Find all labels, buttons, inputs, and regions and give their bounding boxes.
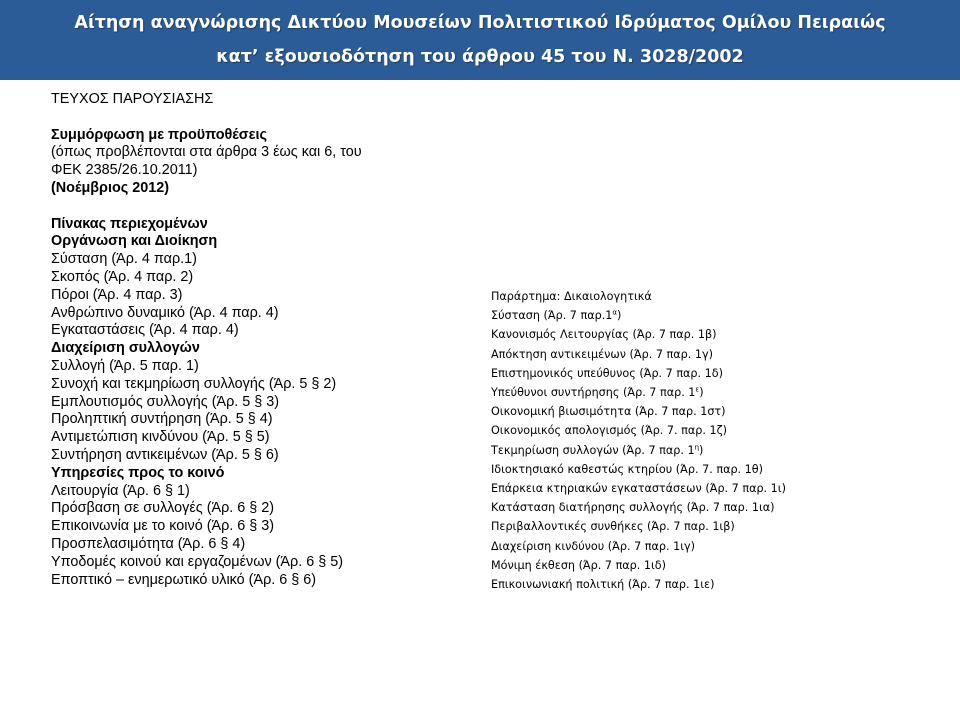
appendix-item: Κατάσταση διατήρησης συλλογής (Άρ. 7 παρ. 1ια) bbox=[491, 501, 775, 515]
appendix-item: Απόκτηση αντικειμένων (Άρ. 7 παρ. 1γ) bbox=[491, 347, 713, 361]
appendix-item: Οικονομικός απολογισμός (Άρ. 7. παρ. 1ζ) bbox=[491, 424, 728, 438]
section-title: Διαχείριση συλλογών bbox=[51, 340, 200, 357]
toc-item: Συντήρηση αντικειμένων (Άρ. 5 § 6) bbox=[51, 446, 279, 463]
appendix-list bbox=[491, 287, 941, 594]
toc-item: Πρόσβαση σε συλλογές (Άρ. 6 § 2) bbox=[51, 500, 275, 517]
title-line-2: κατ’ εξουσιοδότηση του άρθρου 45 του Ν. 3028/2002 bbox=[216, 47, 744, 67]
toc-item: Επικοινωνία με το κοινό (Άρ. 6 § 3) bbox=[51, 518, 275, 535]
toc-item: Συνοχή και τεκμηρίωση συλλογής (Άρ. 5 § 2) bbox=[51, 375, 337, 392]
toc-item: Συλλογή (Άρ. 5 παρ. 1) bbox=[51, 357, 199, 374]
toc-item: Εγκαταστάσεις (Άρ. 4 παρ. 4) bbox=[51, 322, 239, 339]
toc-item: Υποδομές κοινού και εργαζομένων (Άρ. 6 § 5) bbox=[51, 553, 344, 570]
appendix-item: Επάρκεια κτηριακών εγκαταστάσεων (Άρ. 7 παρ. 1ι) bbox=[491, 482, 786, 496]
appendix-item: Επιστημονικός υπεύθυνος (Άρ. 7 παρ. 1δ) bbox=[491, 366, 723, 380]
appendix-item: Ιδιοκτησιακό καθεστώς κτηρίου (Άρ. 7. παρ. 1θ) bbox=[491, 462, 764, 476]
spacer bbox=[51, 198, 451, 216]
appendix-item: Μόνιμη έκθεση (Άρ. 7 παρ. 1ιδ) bbox=[491, 558, 667, 572]
compliance-date: (Νοέμβριος 2012) bbox=[51, 179, 170, 196]
appendix-item: Διαχείριση κινδύνου (Άρ. 7 παρ. 1ιγ) bbox=[491, 539, 696, 553]
appendix-title: Παράρτημα: Δικαιολογητικά bbox=[491, 290, 652, 303]
toc-item: Προληπτική συντήρηση (Άρ. 5 § 4) bbox=[51, 411, 273, 428]
toc-item: Λειτουργία (Άρ. 6 § 1) bbox=[51, 482, 190, 499]
toc-item: Αντιμετώπιση κινδύνου (Άρ. 5 § 5) bbox=[51, 429, 270, 446]
title-line-1: Αίτηση αναγνώρισης Δικτύου Μουσείων Πολιτιστικού Ιδρύματος Ομίλου Πειραιώς bbox=[74, 13, 886, 33]
toc-item: Σύσταση (Άρ. 4 παρ.1) bbox=[51, 251, 197, 268]
toc-item: Ανθρώπινο δυναμικό (Άρ. 4 παρ. 4) bbox=[51, 304, 279, 321]
toc-item: Εμπλουτισμός συλλογής (Άρ. 5 § 3) bbox=[51, 393, 280, 410]
compliance-line-1: (όπως προβλέπονται στα άρθρα 3 έως και 6, του bbox=[51, 144, 362, 161]
toc-item: Προσπελασιμότητα (Άρ. 6 § 4) bbox=[51, 535, 246, 552]
appendix-item: Οικονομική βιωσιμότητα (Άρ. 7 παρ. 1στ) bbox=[491, 405, 726, 419]
toc-item: Εποπτικό – ενημερωτικό υλικό (Άρ. 6 § 6) bbox=[51, 571, 317, 588]
appendix-item: Υπεύθυνοι συντήρησης (Άρ. 7 παρ. $1^\varepsilon$) bbox=[491, 385, 704, 400]
section-title: Οργάνωση και Διοίκηση bbox=[51, 233, 218, 250]
appendix-item: Σύσταση (Άρ. 7 $\pi\alpha\rho.1^\alpha$) bbox=[491, 308, 622, 323]
compliance-title: Συμμόρφωση με προϋποθέσεις bbox=[51, 126, 267, 143]
compliance-line-2: ΦΕΚ 2385/26.10.2011) bbox=[51, 162, 198, 179]
toc-item: Πόροι (Άρ. 4 παρ. 3) bbox=[51, 286, 183, 303]
appendix-item: Επικοινωνιακή πολιτική (Άρ. 7 παρ. 1ιε) bbox=[491, 578, 715, 592]
presentation-contents bbox=[51, 91, 451, 589]
title-banner bbox=[0, 0, 960, 80]
toc-item: Σκοπός (Άρ. 4 παρ. 2) bbox=[51, 268, 194, 285]
appendix-item: Κανονισμός Λειτουργίας (Άρ. 7 παρ. 1β) bbox=[491, 328, 717, 342]
section-title: Υπηρεσίες προς το κοινό bbox=[51, 464, 225, 481]
appendix-item: Περιβαλλοντικές συνθήκες (Άρ. 7 παρ. 1ιβ) bbox=[491, 520, 735, 534]
appendix-item: Τεκμηρίωση συλλογών (Άρ. 7 παρ. $1^\eta$) bbox=[491, 442, 704, 457]
spacer bbox=[51, 109, 451, 127]
toc-title: Πίνακας περιεχομένων bbox=[51, 215, 208, 232]
document-heading: ΤΕΥΧΟΣ ΠΑΡΟΥΣΙΑΣΗΣ bbox=[51, 91, 214, 107]
